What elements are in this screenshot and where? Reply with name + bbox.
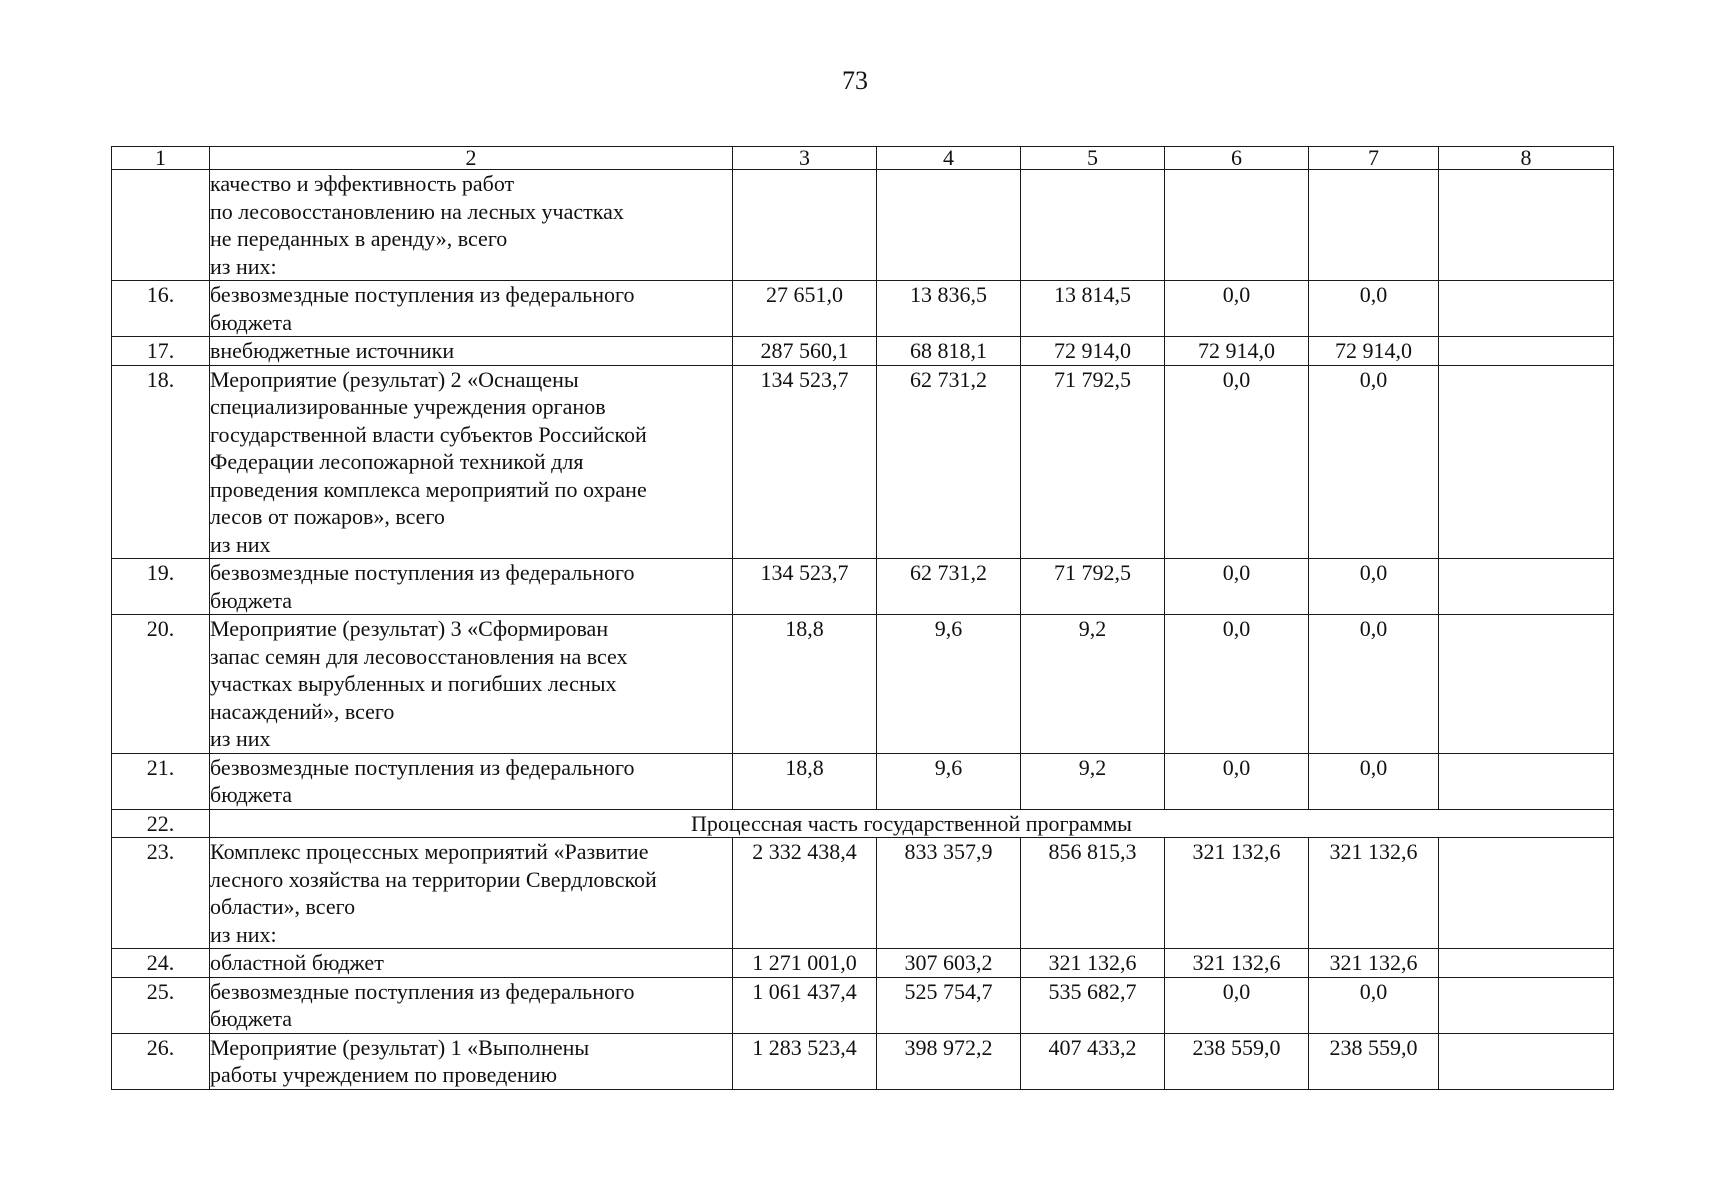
value-cell-col-3: 287 560,1 — [733, 337, 877, 366]
item-description-cell — [210, 753, 733, 809]
empty-cell-col-8 — [1439, 1033, 1614, 1089]
value-cell-col-5: 13 814,5 — [1021, 281, 1165, 337]
value-cell-col-7: 321 132,6 — [1309, 838, 1439, 949]
empty-cell-col-8 — [1439, 337, 1614, 366]
value-cell-col-5: 71 792,5 — [1021, 365, 1165, 559]
value-cell-col-6 — [1165, 170, 1309, 281]
value-cell-col-3: 27 651,0 — [733, 281, 877, 337]
value-cell-col-6: 0,0 — [1165, 615, 1309, 754]
value-cell-col-5: 72 914,0 — [1021, 337, 1165, 366]
description-line: из них: — [210, 253, 277, 279]
value-cell-col-6: 321 132,6 — [1165, 838, 1309, 949]
description-line: насаждений», всего — [210, 698, 395, 724]
value-cell-col-3: 18,8 — [733, 753, 877, 809]
description-line: из них — [210, 531, 271, 557]
value-cell-col-7: 0,0 — [1309, 281, 1439, 337]
value-cell-col-5: 407 433,2 — [1021, 1033, 1165, 1089]
value-cell-col-7: 0,0 — [1309, 559, 1439, 615]
row-number-cell: 17. — [112, 337, 210, 366]
value-cell-col-7: 321 132,6 — [1309, 949, 1439, 978]
table-body — [112, 147, 1614, 1090]
value-cell-col-3 — [733, 170, 877, 281]
table-row — [112, 170, 1614, 281]
description-line: внебюджетные источники — [210, 338, 455, 363]
value-cell-col-3: 18,8 — [733, 615, 877, 754]
description-line: лесов от пожаров», всего — [210, 504, 445, 529]
empty-cell-col-8 — [1439, 615, 1614, 754]
value-cell-col-7: 0,0 — [1309, 753, 1439, 809]
description-line: проведения комплекса мероприятий по охране — [210, 476, 647, 502]
item-description-cell — [210, 337, 733, 366]
table-row — [112, 337, 1614, 366]
row-number-cell: 22. — [112, 809, 210, 838]
value-cell-col-5: 535 682,7 — [1021, 977, 1165, 1033]
value-cell-col-4: 833 357,9 — [877, 838, 1021, 949]
table-row — [112, 1033, 1614, 1089]
description-line: безвозмездные поступления из федерального — [210, 754, 635, 780]
empty-cell-col-8 — [1439, 559, 1614, 615]
description-line: безвозмездные поступления из федерального — [210, 282, 635, 307]
row-number-cell: 20. — [112, 615, 210, 754]
table-row — [112, 559, 1614, 615]
value-cell-col-3: 134 523,7 — [733, 365, 877, 559]
item-description-cell — [210, 170, 733, 281]
description-line: областной бюджет — [210, 950, 384, 975]
value-cell-col-3: 134 523,7 — [733, 559, 877, 615]
description-line: запас семян для лесовосстановления на всех — [210, 643, 628, 669]
column-header-3: 3 — [733, 147, 877, 170]
value-cell-col-7: 0,0 — [1309, 615, 1439, 754]
row-number-cell: 25. — [112, 977, 210, 1033]
table-row — [112, 365, 1614, 559]
value-cell-col-6: 0,0 — [1165, 977, 1309, 1033]
description-line: Мероприятие (результат) 3 «Сформирован — [210, 616, 609, 641]
row-number-cell: 18. — [112, 365, 210, 559]
description-line: лесного хозяйства на территории Свердловской — [210, 866, 657, 892]
description-line: области», всего — [210, 894, 356, 919]
description-line: работы учреждением по проведению — [210, 1062, 558, 1087]
value-cell-col-4: 68 818,1 — [877, 337, 1021, 366]
column-header-6: 6 — [1165, 147, 1309, 170]
table-row — [112, 838, 1614, 949]
value-cell-col-5: 9,2 — [1021, 615, 1165, 754]
value-cell-col-3: 1 271 001,0 — [733, 949, 877, 978]
row-number-cell: 21. — [112, 753, 210, 809]
description-line: бюджета — [210, 309, 293, 335]
value-cell-col-5 — [1021, 170, 1165, 281]
page-number: 73 — [842, 66, 868, 95]
empty-cell-col-8 — [1439, 949, 1614, 978]
section-heading-cell: Процессная часть государственной программы — [210, 809, 1614, 838]
column-header-5: 5 — [1021, 147, 1165, 170]
table-row — [112, 949, 1614, 978]
item-description-cell — [210, 949, 733, 978]
value-cell-col-5: 856 815,3 — [1021, 838, 1165, 949]
value-cell-col-3: 1 061 437,4 — [733, 977, 877, 1033]
description-line: государственной власти субъектов Российской — [210, 421, 647, 447]
description-line: участках вырубленных и погибших лесных — [210, 671, 617, 696]
item-description-cell — [210, 977, 733, 1033]
description-line: из них: — [210, 921, 277, 947]
table-row — [112, 281, 1614, 337]
value-cell-col-7: 72 914,0 — [1309, 337, 1439, 366]
budget-table — [111, 146, 1614, 1090]
value-cell-col-3: 2 332 438,4 — [733, 838, 877, 949]
row-number-cell: 19. — [112, 559, 210, 615]
value-cell-col-7: 0,0 — [1309, 365, 1439, 559]
description-line: Мероприятие (результат) 1 «Выполнены — [210, 1034, 590, 1060]
value-cell-col-7: 238 559,0 — [1309, 1033, 1439, 1089]
item-description-cell — [210, 615, 733, 754]
empty-cell-col-8 — [1439, 281, 1614, 337]
column-number-header-row — [112, 147, 1614, 170]
table-row — [112, 977, 1614, 1033]
value-cell-col-5: 71 792,5 — [1021, 559, 1165, 615]
value-cell-col-6: 0,0 — [1165, 281, 1309, 337]
description-line: Мероприятие (результат) 2 «Оснащены — [210, 366, 579, 392]
value-cell-col-6: 0,0 — [1165, 559, 1309, 615]
value-cell-col-4: 9,6 — [877, 753, 1021, 809]
description-line: Федерации лесопожарной техникой для — [210, 449, 584, 474]
value-cell-col-5: 321 132,6 — [1021, 949, 1165, 978]
value-cell-col-6: 72 914,0 — [1165, 337, 1309, 366]
column-header-2: 2 — [210, 147, 733, 170]
column-header-1: 1 — [112, 147, 210, 170]
empty-cell-col-8 — [1439, 753, 1614, 809]
value-cell-col-7: 0,0 — [1309, 977, 1439, 1033]
item-description-cell — [210, 365, 733, 559]
empty-cell-col-8 — [1439, 977, 1614, 1033]
description-line: бюджета — [210, 587, 293, 613]
description-line: из них — [210, 726, 271, 751]
row-number-cell — [112, 170, 210, 281]
value-cell-col-4: 525 754,7 — [877, 977, 1021, 1033]
value-cell-col-6: 0,0 — [1165, 753, 1309, 809]
table-row — [112, 615, 1614, 754]
value-cell-col-4: 62 731,2 — [877, 365, 1021, 559]
value-cell-col-6: 238 559,0 — [1165, 1033, 1309, 1089]
value-cell-col-3: 1 283 523,4 — [733, 1033, 877, 1089]
value-cell-col-4: 398 972,2 — [877, 1033, 1021, 1089]
description-line: Комплекс процессных мероприятий «Развитие — [210, 839, 649, 864]
item-description-cell — [210, 1033, 733, 1089]
value-cell-col-7 — [1309, 170, 1439, 281]
description-line: специализированные учреждения органов — [210, 394, 606, 419]
value-cell-col-4 — [877, 170, 1021, 281]
column-header-4: 4 — [877, 147, 1021, 170]
description-line: по лесовосстановлению на лесных участках — [210, 198, 624, 224]
row-number-cell: 24. — [112, 949, 210, 978]
table-row — [112, 753, 1614, 809]
item-description-cell — [210, 838, 733, 949]
column-header-8: 8 — [1439, 147, 1614, 170]
value-cell-col-4: 62 731,2 — [877, 559, 1021, 615]
description-line: бюджета — [210, 782, 293, 807]
description-line: безвозмездные поступления из федерального — [210, 560, 635, 585]
empty-cell-col-8 — [1439, 365, 1614, 559]
description-line: не переданных в аренду», всего — [210, 226, 508, 251]
row-number-cell: 26. — [112, 1033, 210, 1089]
value-cell-col-5: 9,2 — [1021, 753, 1165, 809]
empty-cell-col-8 — [1439, 170, 1614, 281]
row-number-cell: 23. — [112, 838, 210, 949]
value-cell-col-4: 307 603,2 — [877, 949, 1021, 978]
description-line: качество и эффективность работ — [210, 171, 515, 196]
empty-cell-col-8 — [1439, 838, 1614, 949]
value-cell-col-6: 321 132,6 — [1165, 949, 1309, 978]
column-header-7: 7 — [1309, 147, 1439, 170]
row-number-cell: 16. — [112, 281, 210, 337]
value-cell-col-4: 13 836,5 — [877, 281, 1021, 337]
item-description-cell — [210, 281, 733, 337]
description-line: безвозмездные поступления из федерального — [210, 978, 635, 1004]
item-description-cell — [210, 559, 733, 615]
value-cell-col-6: 0,0 — [1165, 365, 1309, 559]
table-row — [112, 809, 1614, 838]
description-line: бюджета — [210, 1006, 293, 1031]
value-cell-col-4: 9,6 — [877, 615, 1021, 754]
